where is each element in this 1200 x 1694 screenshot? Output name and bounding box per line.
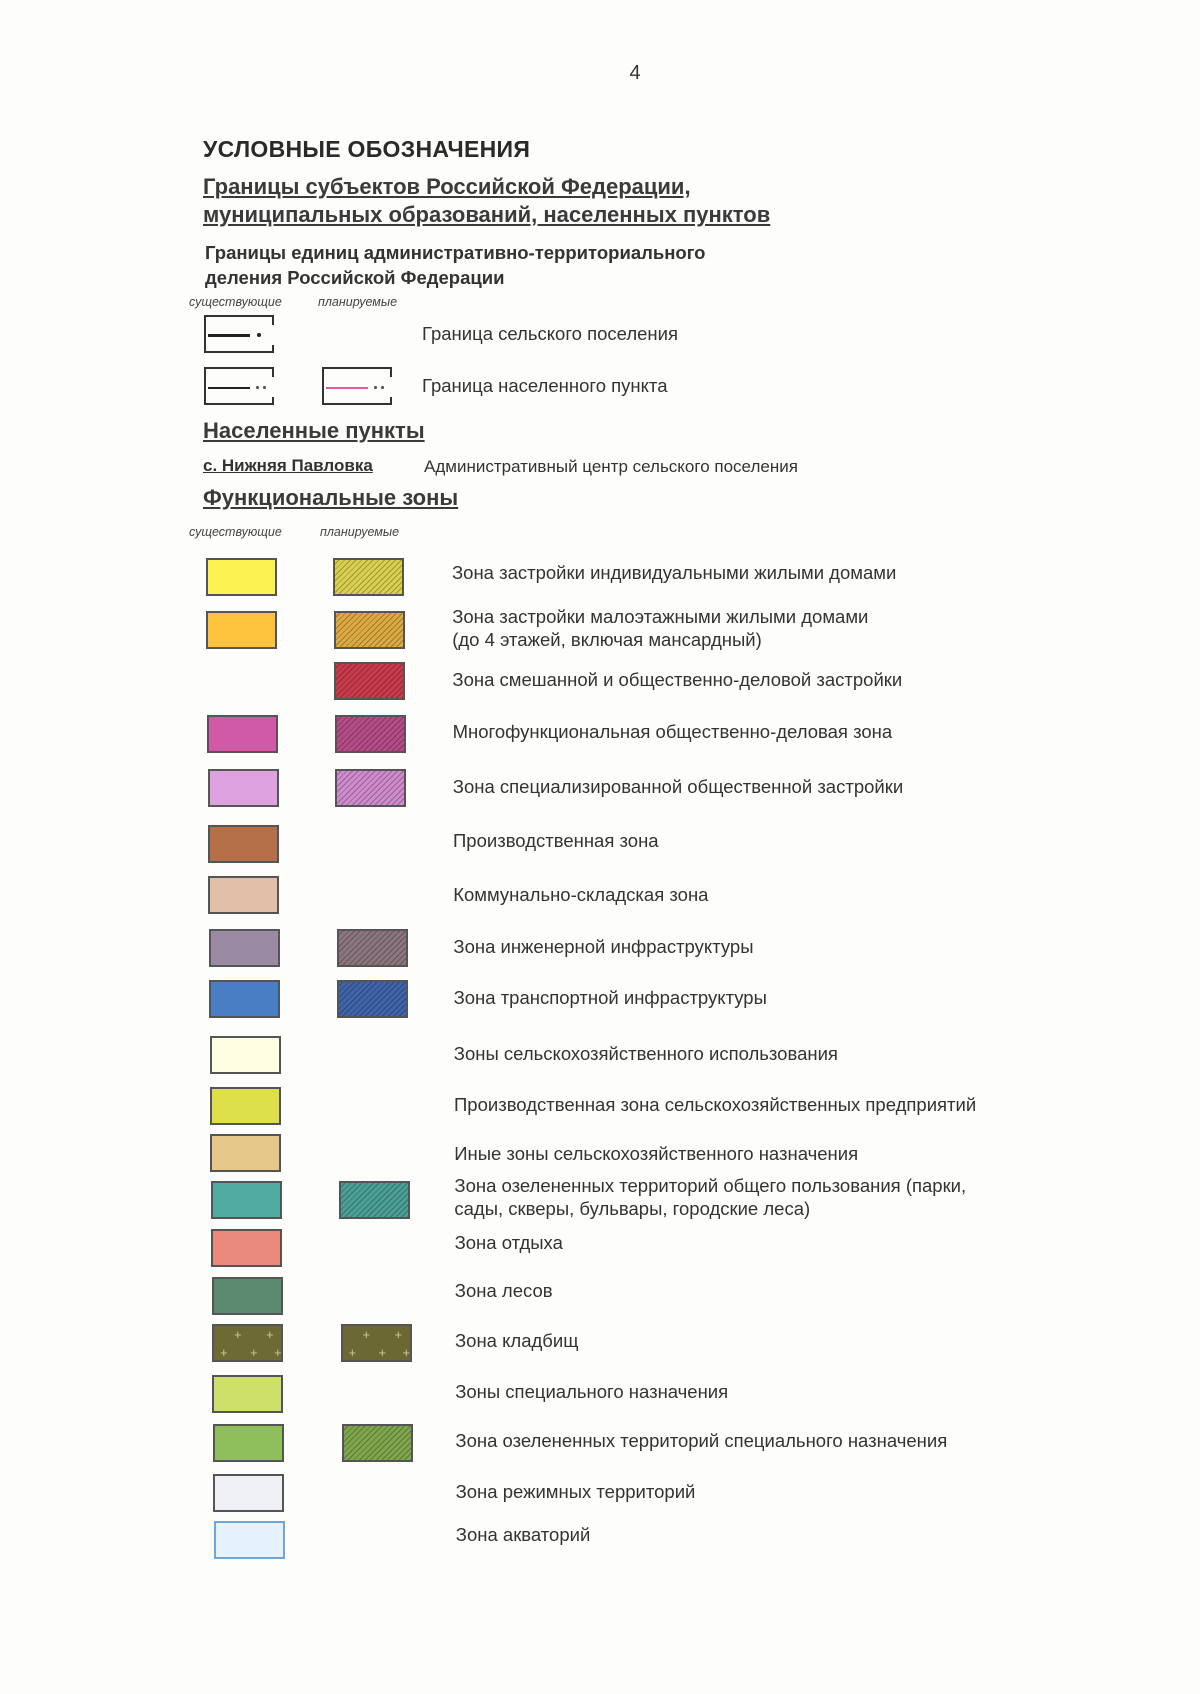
zones-caption-existing: существующие — [189, 525, 282, 539]
zone-swatch-existing — [210, 1036, 281, 1074]
boundary-dot — [263, 386, 266, 389]
settlement-name: с. Нижняя Павловка — [203, 456, 373, 475]
zone-label — [454, 1142, 858, 1165]
zone-swatch-planned — [337, 929, 408, 967]
borders-heading-line2: муниципальных образований, населенных пунктов — [203, 202, 771, 227]
cross-mark: + — [250, 1345, 258, 1360]
zone-label-line1: Зона режимных территорий — [455, 1481, 696, 1502]
zone-swatch-planned — [333, 558, 404, 596]
zone-swatch-existing — [208, 876, 279, 914]
zone-label — [453, 829, 659, 852]
admin-division-subheading — [205, 240, 825, 290]
cross-mark: + — [402, 1345, 411, 1360]
zone-label — [456, 1480, 696, 1503]
zone-swatch-existing — [209, 929, 280, 967]
zone-label-line1: Зона акваторий — [455, 1524, 591, 1545]
zone-swatch-planned — [337, 980, 408, 1018]
zone-swatch-planned — [335, 715, 406, 753]
zone-label — [456, 1523, 591, 1546]
zone-label — [454, 1042, 838, 1065]
zone-label — [454, 986, 767, 1009]
zone-label-line1: Зона лесов — [454, 1280, 553, 1301]
legend-title: УСЛОВНЫЕ ОБОЗНАЧЕНИЯ — [203, 136, 531, 162]
zone-label — [455, 1380, 728, 1403]
zone-swatch-planned — [334, 611, 405, 649]
zone-swatch-existing — [208, 825, 279, 863]
zone-label-line1: Зоны специального назначения — [455, 1381, 729, 1402]
settlement-description: Административный центр сельского поселения — [424, 457, 798, 476]
zone-label-line1: Иные зоны сельскохозяйственного назначения — [454, 1143, 859, 1164]
zone-swatch-existing — [210, 1134, 281, 1172]
admin-subheading-line1: Границы единиц административно-территориального — [205, 242, 706, 263]
zone-label — [455, 1231, 563, 1254]
zone-label-line1: Зона застройки индивидуальными жилыми домами — [452, 562, 897, 583]
settlement-boundary-symbol-planned — [322, 367, 392, 405]
zone-swatch-planned — [339, 1181, 410, 1219]
boundary-dot — [381, 386, 384, 389]
borders-heading-line1: Границы субъектов Российской Федерации, — [203, 174, 691, 199]
rural-boundary-symbol-existing — [204, 315, 274, 353]
settlements-heading: Населенные пункты — [203, 418, 425, 443]
zone-label-line1: Зоны сельскохозяйственного использования — [453, 1043, 838, 1064]
zone-swatch-existing — [206, 558, 277, 596]
zone-label-line1: Производственная зона — [453, 830, 659, 851]
cross-mark: + — [266, 1327, 274, 1342]
zone-swatch-existing — [209, 980, 280, 1018]
zone-swatch-planned — [341, 1324, 412, 1362]
zone-label — [455, 1429, 947, 1452]
boundary-line — [208, 387, 250, 389]
zone-label — [454, 1093, 976, 1116]
zone-swatch-existing — [206, 611, 277, 649]
zone-swatch-existing — [208, 769, 279, 807]
zone-label-line1: Коммунально-складская зона — [453, 884, 709, 905]
zone-label-line1: Многофункциональная общественно-деловая зона — [452, 721, 893, 742]
zone-swatch-existing — [211, 1229, 282, 1267]
zone-swatch-planned — [334, 662, 405, 700]
zone-swatch-existing — [213, 1474, 284, 1512]
zone-label — [455, 1329, 578, 1352]
zone-label-line1: Зона смешанной и общественно-деловой застройки — [452, 669, 903, 690]
cross-mark: + — [274, 1345, 282, 1360]
borders-caption-existing: существующие — [189, 295, 282, 309]
zone-swatch-existing — [212, 1277, 283, 1315]
zone-swatch-planned — [342, 1424, 413, 1462]
borders-caption-planned: планируемые — [318, 295, 398, 309]
boundary-line-pink — [326, 387, 368, 389]
cross-mark: + — [394, 1327, 403, 1342]
zone-label-line1: Производственная зона сельскохозяйственных предприятий — [454, 1094, 977, 1115]
zone-label — [453, 720, 893, 743]
zone-label-line1: Зона специализированной общественной застройки — [452, 776, 904, 797]
boundary-line — [208, 334, 250, 337]
zone-label — [452, 561, 896, 584]
cross-mark: + — [220, 1345, 228, 1360]
zone-label — [452, 605, 868, 651]
page-number: 4 — [629, 62, 641, 84]
zone-label-line2: (до 4 этажей, включая мансардный) — [452, 629, 762, 650]
zone-label-line1: Зона инженерной инфраструктуры — [453, 936, 754, 957]
zones-caption-planned: планируемые — [320, 525, 400, 539]
cross-mark: + — [348, 1345, 357, 1360]
zone-label — [453, 775, 903, 798]
admin-subheading-line2: деления Российской Федерации — [205, 267, 505, 288]
boundary-dot — [256, 386, 259, 389]
zone-swatch-existing — [211, 1181, 282, 1219]
cross-mark: + — [362, 1327, 371, 1342]
rural-boundary-label: Граница сельского поселения — [422, 323, 678, 344]
zone-label-line1: Зона транспортной инфраструктуры — [453, 987, 767, 1008]
cross-mark: + — [234, 1327, 242, 1342]
zone-label-line1: Зона отдыха — [454, 1232, 563, 1253]
zone-label-line1: Зона озелененных территорий специального назначения — [455, 1430, 948, 1451]
cross-mark: + — [378, 1345, 387, 1360]
boundary-dot — [257, 333, 261, 337]
zone-swatch-existing — [212, 1375, 283, 1413]
zone-label-line1: Зона озелененных территорий общего пользования (парки, — [454, 1175, 967, 1196]
settlement-boundary-symbol-existing — [204, 367, 274, 405]
boundary-dot — [374, 386, 377, 389]
zone-label — [453, 883, 708, 906]
zone-swatch-planned — [335, 769, 406, 807]
zone-label-line1: Зона застройки малоэтажными жилыми домами — [452, 606, 869, 627]
zone-swatch-existing — [213, 1424, 284, 1462]
zone-label-line2: сады, скверы, бульвары, городские леса) — [454, 1198, 811, 1219]
zone-label — [453, 935, 753, 958]
zone-swatch-existing — [207, 715, 278, 753]
zone-swatch-existing — [210, 1087, 281, 1125]
zone-swatch-existing — [212, 1324, 283, 1362]
zone-label-line1: Зона кладбищ — [455, 1330, 579, 1351]
zone-label — [452, 668, 902, 691]
zone-swatch-existing — [214, 1521, 285, 1559]
zone-label — [454, 1174, 966, 1220]
zones-heading: Функциональные зоны — [203, 485, 459, 510]
settlement-boundary-label: Граница населенного пункта — [422, 375, 668, 396]
zone-label — [455, 1279, 553, 1302]
